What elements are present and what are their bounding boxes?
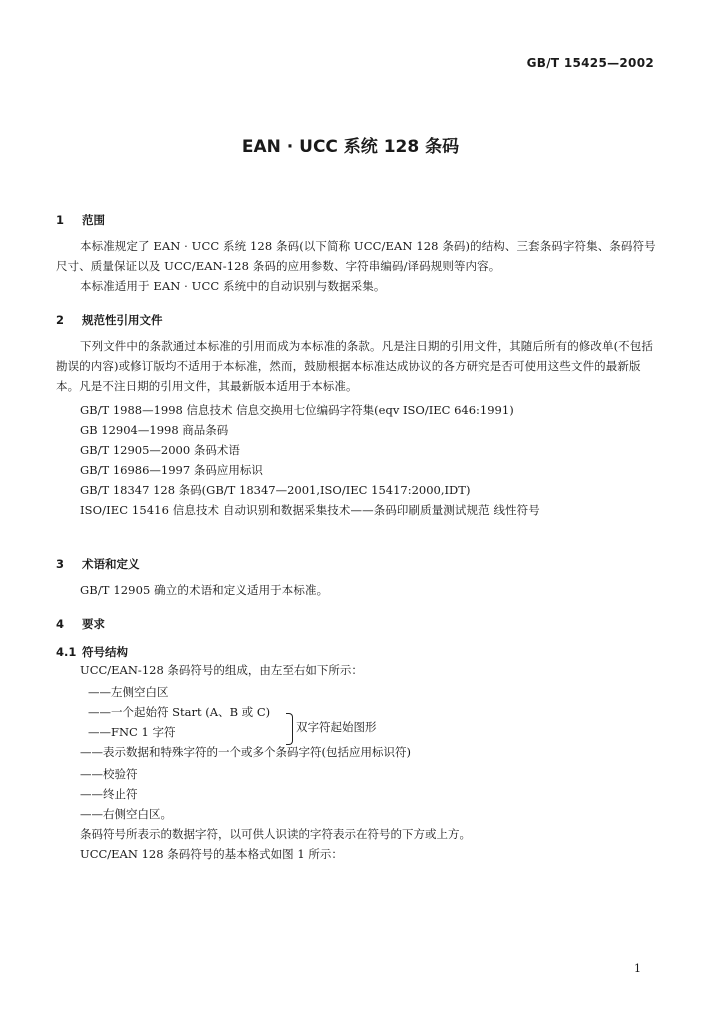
section-4-heading [56, 616, 105, 632]
section-number: 1 [56, 213, 65, 227]
section-4-1-heading [56, 644, 128, 660]
section-1-paragraph-2: 本标准适用于 EAN · UCC 系统中的自动识别与数据采集。 [80, 279, 386, 293]
brace-bracket [286, 713, 293, 745]
section-title: 规范性引用文件 [82, 313, 163, 327]
section-title: 术语和定义 [82, 557, 140, 571]
structure-paragraph: UCC/EAN 128 条码符号的基本格式如图 1 所示： [80, 847, 343, 861]
structure-intro: UCC/EAN-128 条码符号的组成，由左至右如下所示： [80, 663, 363, 677]
section-number: 4 [56, 617, 65, 631]
brace-label: 双字符起始图形 [296, 720, 377, 734]
reference-item-last: ISO/IEC 15416 信息技术 自动识别和数据采集技术——条码印刷质量测试规范 线性符号 [80, 503, 540, 517]
structure-item: ——FNC 1 字符 [88, 725, 176, 739]
section-1-paragraph-1: 本标准规定了 EAN · UCC 系统 128 条码(以下简称 UCC/EAN 128 条码)的结构、三套条码字符集、条码符号尺寸、质量保证以及 UCC/EAN-128 条码的应用参数、字符串编码/译码规则等内容。 [56, 239, 656, 273]
structure-item: ——终止符 [80, 787, 138, 801]
structure-item: ——校验符 [80, 767, 138, 781]
section-title: 范围 [82, 213, 105, 227]
reference-item: GB 12904—1998 商品条码 [80, 423, 229, 437]
section-number: 3 [56, 557, 65, 571]
reference-item: GB/T 16986—1997 条码应用标识 [80, 463, 263, 477]
structure-item: ——左侧空白区 [88, 685, 169, 699]
section-2-paragraph-1: 下列文件中的条款通过本标准的引用而成为本标准的条款。凡是注日期的引用文件，其随后所有的修改单(不包括勘误的内容)或修订版均不适用于本标准，然而，鼓励根据本标准达成协议的各方研究是否可使用这些文件的最新版本。凡是不注日期的引用文件，其最新版本适用于本标准。 [56, 339, 653, 393]
page-number: 1 [634, 962, 641, 975]
structure-item: ——右侧空白区。 [80, 807, 172, 821]
reference-item: GB/T 12905—2000 条码术语 [80, 443, 240, 457]
section-title: 要求 [82, 617, 105, 631]
section-3-heading [56, 556, 140, 572]
structure-paragraph: 条码符号所表示的数据字符，以可供人识读的字符表示在符号的下方或上方。 [80, 827, 471, 841]
section-3-paragraph-1: GB/T 12905 确立的术语和定义适用于本标准。 [80, 583, 329, 597]
structure-item: ——表示数据和特殊字符的一个或多个条码字符(包括应用标识符) [80, 745, 411, 759]
section-title: 符号结构 [82, 645, 128, 659]
section-1-heading [56, 212, 105, 228]
section-number: 4.1 [56, 645, 77, 659]
standard-number: GB/T 15425—2002 [526, 56, 654, 70]
document-title: EAN · UCC 系统 128 条码 [241, 137, 460, 157]
section-number: 2 [56, 313, 65, 327]
reference-item: GB/T 1988—1998 信息技术 信息交换用七位编码字符集(eqv ISO/IEC 646:1991) [80, 403, 514, 417]
reference-item: GB/T 18347 128 条码(GB/T 18347—2001,ISO/IEC 15417:2000,IDT) [80, 483, 471, 497]
section-2-heading [56, 312, 163, 328]
structure-item: ——一个起始符 Start (A、B 或 C) [88, 705, 271, 719]
